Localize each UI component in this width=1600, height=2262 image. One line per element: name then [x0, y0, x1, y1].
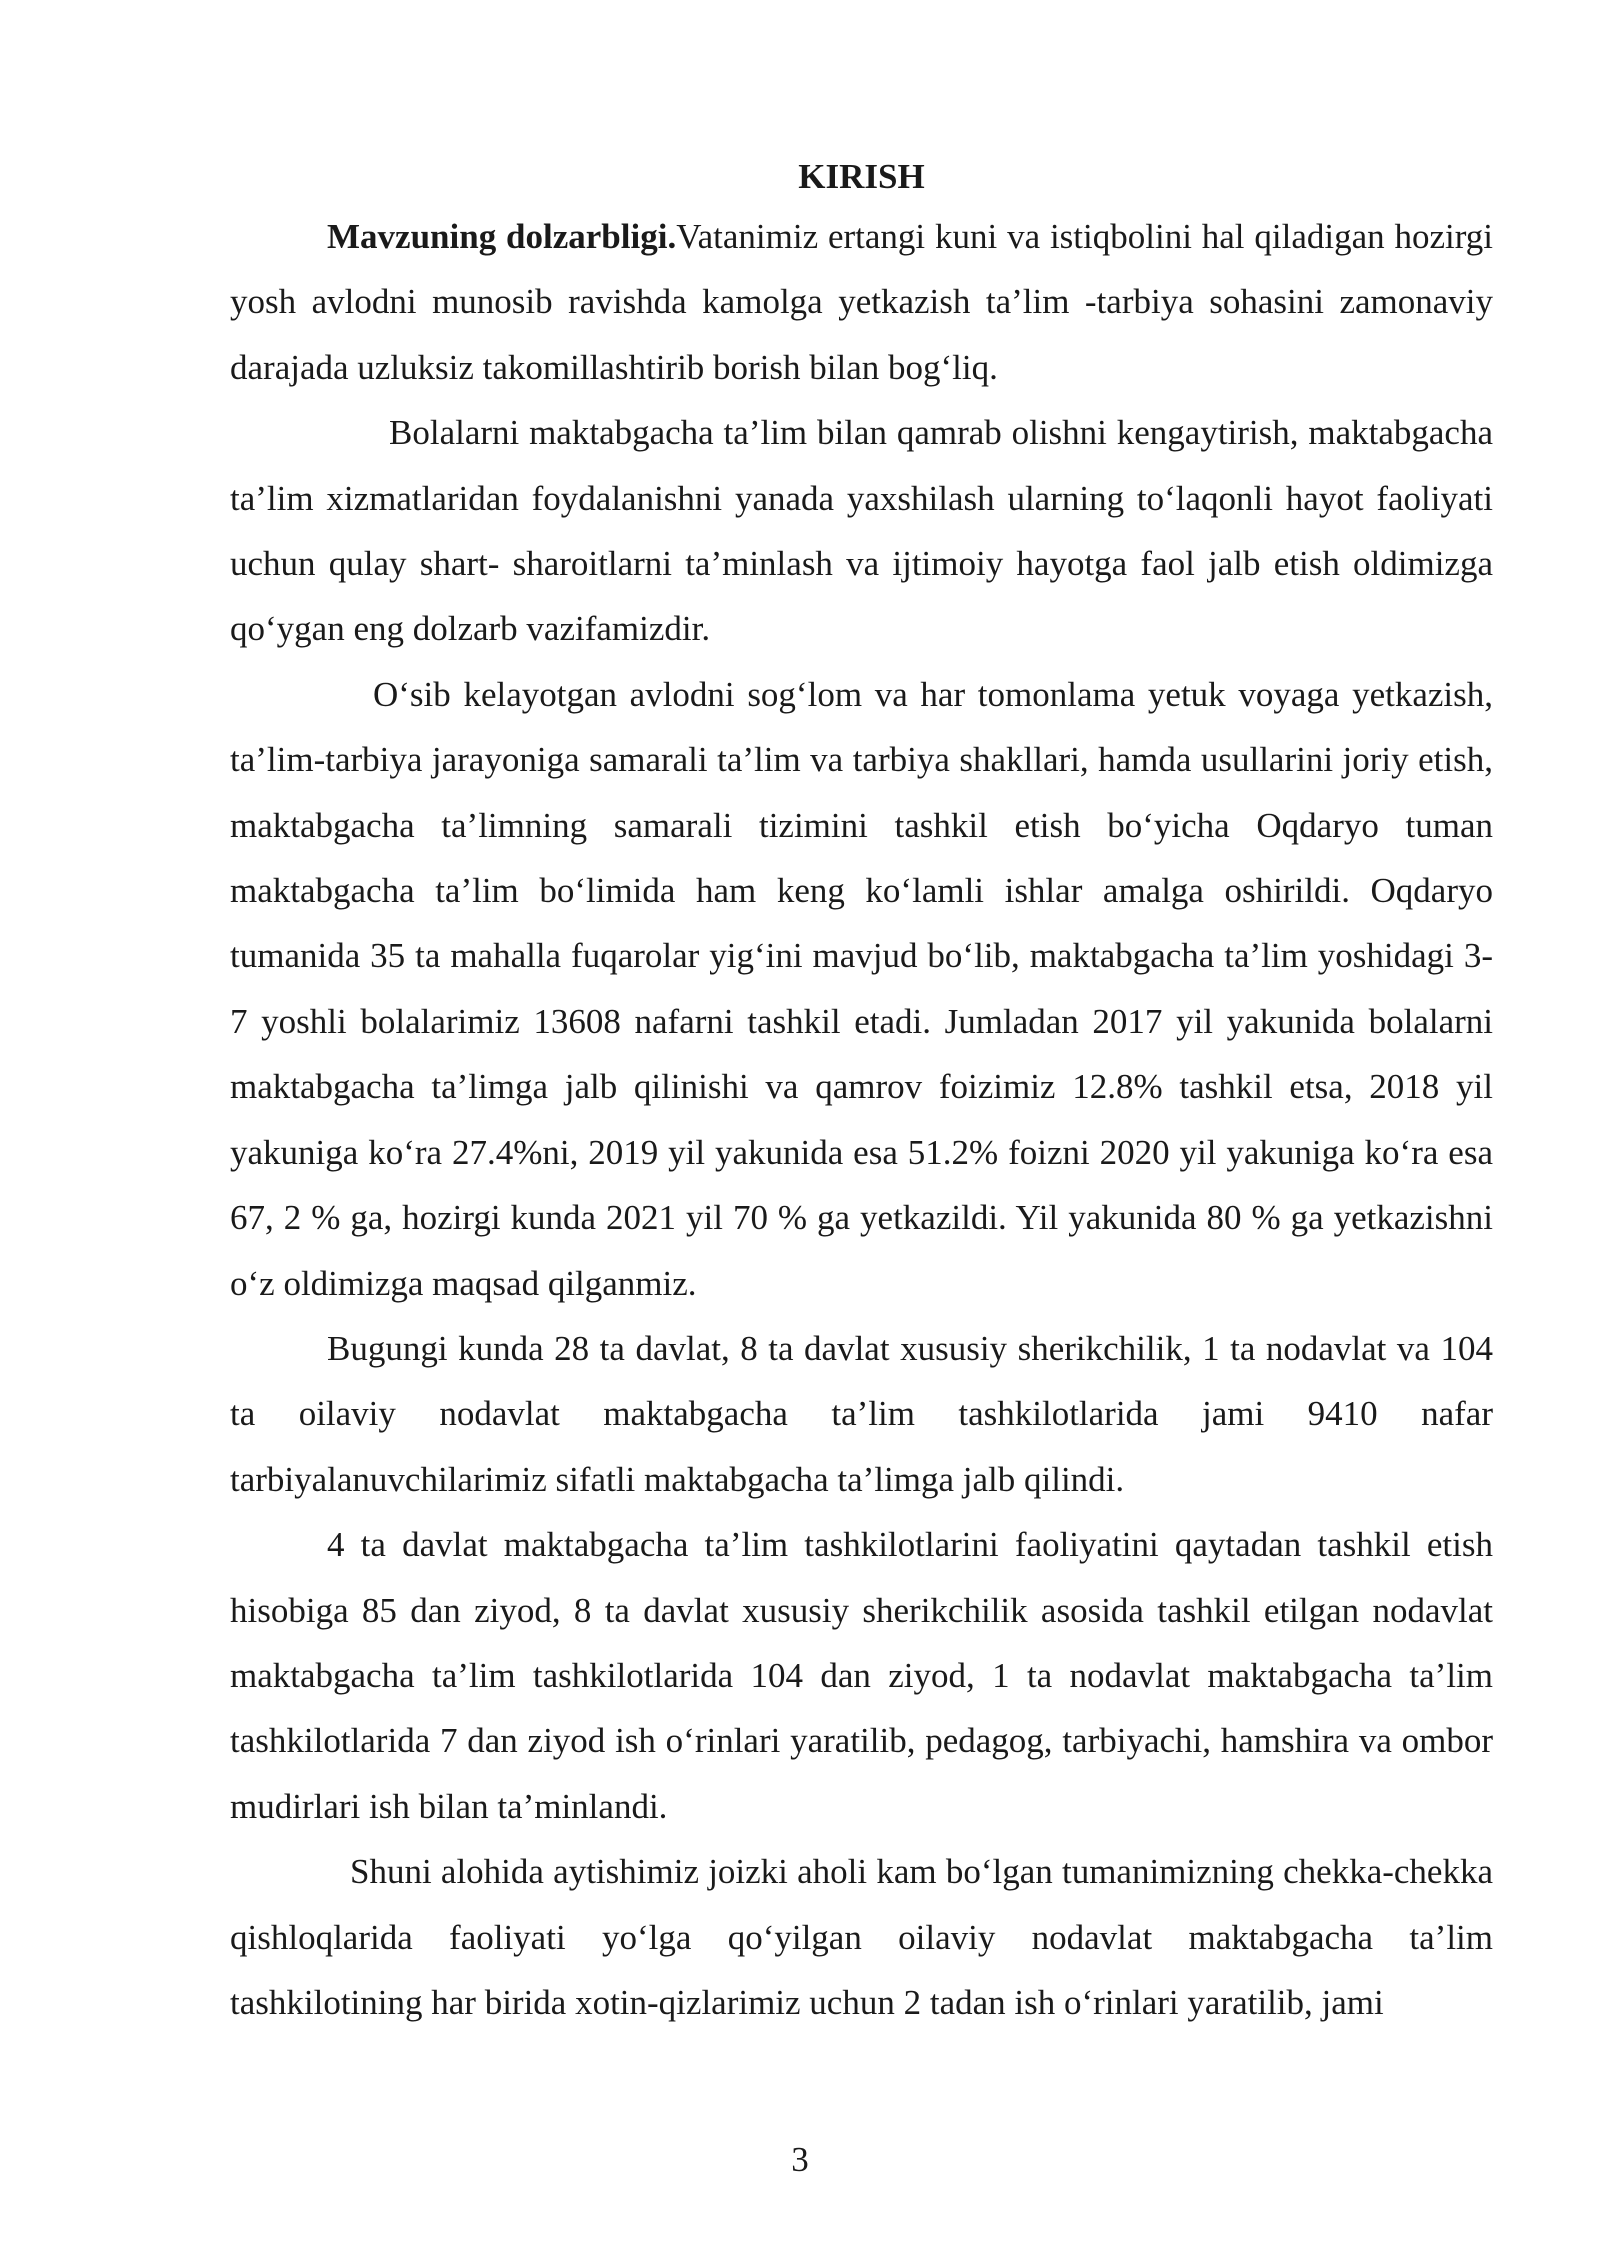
- paragraph-text: Vatanimiz ertangi kuni va istiqbolini hal qiladigan hozirgi yosh avlodni munosib ravishda kamolga yetkazish ta’lim -tarbiya sohasini zamonaviy darajada uzluksiz takomillashtirib borish bilan bog‘liq.: [230, 217, 1493, 387]
- paragraph-district-statistics: O‘sib kelayotgan avlodni sog‘lom va har tomonlama yetuk voyaga yetkazish, ta’lim-tarbiya jarayoniga samarali ta’lim va tarbiya shakllari, hamda usullarini joriy etish, maktabgacha ta’limning samarali tizimini tashkil etish bo‘yicha Oqdaryo tuman maktabgacha ta’lim bo‘limida ham keng ko‘lamli ishlar amalga oshirildi. Oqdaryo tumanida 35 ta mahalla fuqarolar yig‘ini mavjud bo‘lib, maktabgacha ta’lim yoshidagi 3-7 yoshli bolalarimiz 13608 nafarni tashkil etadi. Jumladan 2017 yil yakunida bolalarni maktabgacha ta’limga jalb qilinishi va qamrov foizimiz 12.8% tashkil etsa, 2018 yil yakuniga ko‘ra 27.4%ni, 2019 yil yakunida esa 51.2% foizni 2020 yil yakuniga ko‘ra esa 67, 2 % ga, hozirgi kunda 2021 yil 70 % ga yetkazildi. Yil yakunida 80 % ga yetkazishni o‘z oldimizga maqsad qilganmiz.: [230, 674, 1493, 1303]
- paragraph-lead: Mavzuning dolzarbligi.: [327, 217, 677, 256]
- paragraph-organizations: Bugungi kunda 28 ta davlat, 8 ta davlat xususiy sherikchilik, 1 ta nodavlat va 104 ta oilaviy nodavlat maktabgacha ta’lim tashkilotlarida jami 9410 nafar tarbiyalanuvchilarimiz sifatli maktabgacha ta’limga jalb qilindi.: [230, 1328, 1493, 1499]
- paragraph-relevance: [230, 204, 1493, 400]
- document-body: [230, 150, 1493, 2035]
- paragraph-coverage: Bolalarni maktabgacha ta’lim bilan qamrab olishni kengaytirish, maktabgacha ta’lim xizmatlaridan foydalanishni yanada yaxshilash ularning to‘laqonli hayot faoliyati uchun qulay shart- sharoitlarni ta’minlash va ijtimoiy hayotga faol jalb etish oldimizga qo‘ygan eng dolzarb vazifamizdir.: [230, 413, 1493, 649]
- page-number: 3: [791, 2140, 809, 2179]
- page-title: KIRISH: [798, 157, 925, 196]
- paragraph-jobs: 4 ta davlat maktabgacha ta’lim tashkilotlarini faoliyatini qaytadan tashkil etish hisobiga 85 dan ziyod, 8 ta davlat xususiy sherikchilik asosida tashkil etilgan nodavlat maktabgacha ta’lim tashkilotlarida 104 dan ziyod, 1 ta nodavlat maktabgacha ta’lim tashkilotlarida 7 dan ziyod ish o‘rinlari yaratilib, pedagog, tarbiyachi, hamshira va ombor mudirlari ish bilan ta’minlandi.: [230, 1525, 1493, 1826]
- paragraph-rural-jobs: Shuni alohida aytishimiz joizki aholi kam bo‘lgan tumanimizning chekka-chekka qishloqlarida faoliyati yo‘lga qo‘yilgan oilaviy nodavlat maktabgacha ta’lim tashkilotining har birida xotin-qizlarimiz uchun 2 tadan ish o‘rinlari yaratilib, jami: [230, 1852, 1493, 2022]
